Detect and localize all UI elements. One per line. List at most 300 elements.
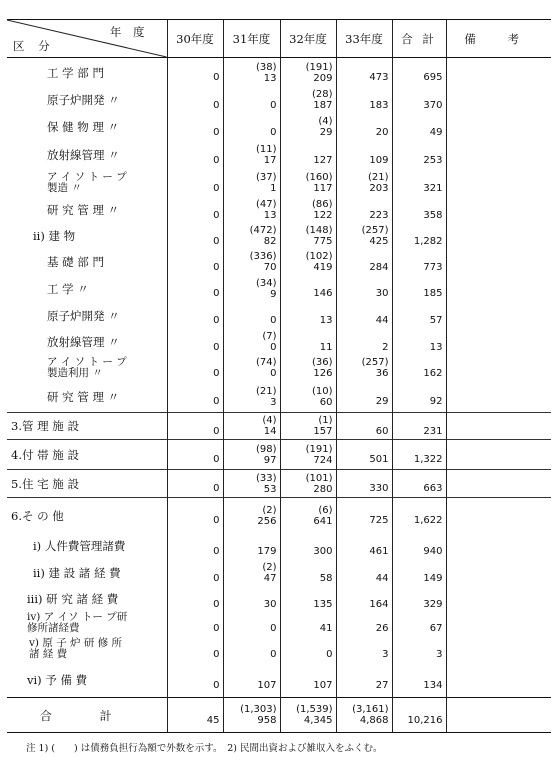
- total-label-text: 合 計: [39, 708, 134, 723]
- obligation-value: (6): [318, 504, 333, 516]
- cell-y30: [167, 329, 223, 355]
- cell-y31: [223, 58, 280, 88]
- cell-total: [392, 559, 446, 587]
- col-header-remarks: 備 考: [446, 20, 551, 58]
- row-label: [7, 355, 167, 381]
- cell-y32: [280, 249, 336, 275]
- table-row: [7, 275, 551, 302]
- cell-total: [392, 141, 446, 169]
- cell-y33: [336, 329, 392, 355]
- amount-value: 0: [213, 126, 220, 138]
- obligation-value: (1): [318, 415, 333, 426]
- amount-value: 0: [213, 288, 220, 299]
- cell-y33: [336, 355, 392, 381]
- year-header-label: 年 度: [109, 25, 149, 39]
- row-label: [7, 223, 167, 249]
- cell-y30: [167, 611, 223, 635]
- cell-y32: [280, 559, 336, 587]
- amount-value: 203: [369, 183, 389, 194]
- row-label-line: 製造利用 〃: [47, 367, 103, 379]
- cell-y33: [336, 559, 392, 587]
- amount-value: 185: [423, 288, 443, 299]
- cell-y30: [167, 275, 223, 302]
- table-row: [7, 559, 551, 587]
- row-label: [7, 440, 167, 470]
- amount-value: 9: [270, 288, 277, 300]
- row-label-line: 原子炉開発 〃: [47, 93, 120, 107]
- table-row: [7, 249, 551, 275]
- row-label: [7, 533, 167, 559]
- amount-value: 92: [429, 396, 443, 407]
- cell-remarks: [446, 470, 551, 498]
- amount-value: 0: [213, 679, 220, 691]
- amount-value: 0: [213, 182, 220, 194]
- amount-value: 419: [313, 262, 333, 273]
- cell-remarks: [446, 413, 551, 440]
- cell-y31: [223, 381, 280, 413]
- cell-y30: [167, 587, 223, 611]
- amount-value: 82: [263, 236, 277, 247]
- row-label-line: 放射線管理 〃: [47, 335, 120, 349]
- cell-remarks: [446, 302, 551, 329]
- obligation-value: (148): [305, 225, 333, 236]
- amount-value: 30: [375, 288, 389, 299]
- row-label-line: 保 健 物 理 〃: [47, 120, 120, 134]
- row-label-line: 放射線管理 〃: [47, 148, 120, 162]
- amount-value: 0: [213, 367, 220, 379]
- amount-value: 49: [429, 126, 443, 138]
- table-row: [7, 611, 551, 635]
- table-row: [7, 663, 551, 698]
- amount-value: 4,868: [359, 715, 389, 726]
- amount-value: 149: [423, 572, 443, 584]
- amount-value: 641: [313, 515, 333, 527]
- cell-total: [392, 381, 446, 413]
- amount-value: 0: [270, 99, 277, 111]
- obligation-value: (36): [311, 357, 333, 368]
- obligation-value: (21): [255, 385, 277, 397]
- header-diagonal-cell: [7, 20, 167, 58]
- cell-y32: [280, 587, 336, 611]
- amount-value: 358: [423, 209, 443, 221]
- amount-value: 162: [423, 367, 443, 379]
- obligation-value: (4): [318, 116, 333, 127]
- amount-value: 0: [270, 622, 277, 634]
- obligation-value: (2): [262, 562, 277, 573]
- cell-y31: [223, 498, 280, 534]
- cell-total: [392, 58, 446, 88]
- amount-value: 0: [270, 648, 277, 660]
- amount-value: 20: [375, 126, 389, 138]
- amount-value: 30: [263, 598, 277, 610]
- obligation-value: (1,539): [296, 704, 333, 715]
- amount-value: 45: [206, 714, 220, 726]
- amount-value: 179: [257, 545, 277, 557]
- amount-value: 0: [213, 315, 220, 326]
- cell-y32: [280, 197, 336, 223]
- table-row: [7, 113, 551, 141]
- amount-value: 3: [382, 648, 389, 660]
- row-label: [7, 302, 167, 329]
- obligation-value: (102): [305, 251, 333, 262]
- cell-y31: [223, 249, 280, 275]
- amount-value: 0: [213, 425, 220, 437]
- row-label: [7, 58, 167, 88]
- amount-value: 0: [213, 454, 220, 465]
- obligation-value: (4): [262, 415, 277, 426]
- cell-y33: [336, 249, 392, 275]
- amount-value: 13: [263, 72, 277, 84]
- obligation-value: (11): [255, 144, 277, 155]
- row-label-line: v) 原 子 炉 研 修 所: [29, 637, 123, 649]
- amount-value: 209: [313, 72, 333, 84]
- amount-value: 13: [319, 315, 333, 326]
- amount-value: 47: [263, 573, 277, 584]
- row-label: [7, 635, 167, 663]
- cell-y32: [280, 498, 336, 534]
- amount-value: 724: [313, 454, 333, 466]
- amount-value: 1,322: [413, 454, 443, 465]
- cell-total: [392, 113, 446, 141]
- amount-value: 107: [313, 679, 333, 691]
- cell-y33: [336, 87, 392, 113]
- cell-remarks: [446, 223, 551, 249]
- amount-value: 183: [369, 99, 389, 111]
- cell-remarks: [446, 533, 551, 559]
- amount-value: 0: [213, 483, 220, 494]
- cell-total: [392, 635, 446, 663]
- cell-y33: [336, 470, 392, 498]
- amount-value: 17: [263, 155, 277, 166]
- obligation-value: (37): [255, 172, 277, 183]
- amount-value: 107: [257, 679, 277, 691]
- row-label: [7, 169, 167, 197]
- obligation-value: (472): [249, 225, 277, 236]
- obligation-value: (3,161): [352, 704, 389, 715]
- row-label-line: 工 学 部 門: [47, 65, 104, 80]
- amount-value: 13: [429, 341, 443, 353]
- amount-value: 958: [257, 715, 277, 726]
- amount-value: 284: [369, 261, 389, 273]
- obligation-value: (98): [255, 443, 277, 455]
- cell-total: [392, 87, 446, 113]
- cell-y33: [336, 302, 392, 329]
- row-label: [7, 413, 167, 440]
- row-label-line: 修所諸経費: [27, 622, 80, 634]
- cell-y31: [223, 663, 280, 698]
- row-label: [7, 141, 167, 169]
- amount-value: 0: [213, 209, 220, 221]
- amount-value: 29: [319, 127, 333, 138]
- footnote: 注 1) ( ) は債務負担行為額で外数を示す。 2) 民間出資および雑収入をふくむ。: [26, 743, 383, 754]
- amount-value: 775: [313, 236, 333, 247]
- obligation-value: (336): [249, 251, 277, 262]
- table-row: [7, 197, 551, 223]
- cell-remarks: [446, 498, 551, 534]
- cell-y33: [336, 498, 392, 534]
- row-label-line: iii) 研 究 諸 経 費: [27, 592, 119, 606]
- row-label-line: 6.そ の 他: [11, 508, 64, 523]
- obligation-value: (1,303): [240, 704, 277, 715]
- cell-y32: [280, 58, 336, 88]
- cell-y33: [336, 587, 392, 611]
- amount-value: 27: [375, 679, 389, 691]
- amount-value: 0: [270, 368, 277, 379]
- cell-y31: [223, 87, 280, 113]
- row-label-line: ii) 建 設 諸 経 費: [33, 566, 121, 580]
- table-row: [7, 533, 551, 559]
- cell-y30: [167, 355, 223, 381]
- cell-y31: [223, 302, 280, 329]
- obligation-value: (7): [262, 331, 277, 342]
- row-label-line: iv) ア イソ トー プ研: [27, 611, 128, 623]
- amount-value: 0: [213, 235, 220, 247]
- amount-value: 97: [263, 454, 277, 466]
- cell-y30: [167, 635, 223, 663]
- total-row: [7, 698, 551, 733]
- row-label: [7, 381, 167, 413]
- cell-y30: [167, 533, 223, 559]
- obligation-value: (47): [255, 199, 277, 210]
- cell-y30: [167, 698, 223, 733]
- amount-value: 126: [313, 368, 333, 379]
- amount-value: 0: [213, 261, 220, 273]
- cell-total: [392, 223, 446, 249]
- table-row: [7, 169, 551, 197]
- cell-y32: [280, 169, 336, 197]
- obligation-value: (191): [305, 61, 333, 73]
- cell-y30: [167, 58, 223, 88]
- amount-value: 67: [429, 622, 443, 634]
- amount-value: 0: [213, 396, 220, 407]
- row-label-line: 4.付 帯 施 設: [11, 447, 79, 462]
- obligation-value: (101): [305, 472, 333, 484]
- col-header-32: 32年度: [280, 20, 336, 58]
- amount-value: 695: [423, 72, 443, 83]
- cell-total: [392, 698, 446, 733]
- row-label-line: 基 礎 部 門: [47, 255, 104, 269]
- cell-y32: [280, 698, 336, 733]
- amount-value: 0: [270, 126, 277, 138]
- row-label: [7, 275, 167, 302]
- amount-value: 53: [263, 483, 277, 495]
- cell-remarks: [446, 663, 551, 698]
- cell-y32: [280, 663, 336, 698]
- amount-value: 44: [375, 315, 389, 326]
- cell-total: [392, 302, 446, 329]
- cell-y33: [336, 440, 392, 470]
- cell-y33: [336, 169, 392, 197]
- amount-value: 0: [213, 648, 220, 660]
- row-label-line: 3.管 理 施 設: [11, 419, 79, 433]
- cell-y33: [336, 197, 392, 223]
- amount-value: 461: [369, 545, 389, 557]
- amount-value: 300: [313, 545, 333, 557]
- cell-remarks: [446, 381, 551, 413]
- cell-y32: [280, 223, 336, 249]
- amount-value: 0: [326, 648, 333, 660]
- amount-value: 2: [382, 341, 389, 353]
- table-row: [7, 355, 551, 381]
- total-label: [7, 698, 167, 733]
- cell-remarks: [446, 559, 551, 587]
- amount-value: 0: [213, 572, 220, 584]
- cell-remarks: [446, 169, 551, 197]
- cell-y31: [223, 169, 280, 197]
- cell-y31: [223, 197, 280, 223]
- amount-value: 330: [369, 483, 389, 494]
- amount-value: 58: [319, 572, 333, 584]
- cell-y32: [280, 413, 336, 440]
- cell-total: [392, 470, 446, 498]
- amount-value: 13: [263, 210, 277, 221]
- cell-y32: [280, 381, 336, 413]
- cell-remarks: [446, 635, 551, 663]
- amount-value: 0: [213, 622, 220, 634]
- row-label: [7, 498, 167, 534]
- cell-y33: [336, 223, 392, 249]
- amount-value: 146: [313, 288, 333, 299]
- col-header-total: 合 計: [392, 20, 446, 58]
- row-label: [7, 559, 167, 587]
- cell-total: [392, 533, 446, 559]
- cell-y30: [167, 663, 223, 698]
- amount-value: 29: [375, 396, 389, 407]
- amount-value: 280: [313, 483, 333, 495]
- cell-y33: [336, 611, 392, 635]
- cell-remarks: [446, 141, 551, 169]
- cell-y31: [223, 440, 280, 470]
- category-header-label: 区 分: [13, 39, 55, 53]
- amount-value: 231: [423, 425, 443, 437]
- cell-total: [392, 169, 446, 197]
- obligation-value: (257): [361, 225, 389, 236]
- cell-y30: [167, 223, 223, 249]
- cell-remarks: [446, 113, 551, 141]
- col-header-31: 31年度: [223, 20, 280, 58]
- cell-total: [392, 440, 446, 470]
- cell-remarks: [446, 355, 551, 381]
- row-label-line: 5.住 宅 施 設: [11, 476, 79, 491]
- amount-value: 10,216: [407, 714, 443, 726]
- cell-y32: [280, 87, 336, 113]
- cell-remarks: [446, 249, 551, 275]
- cell-remarks: [446, 197, 551, 223]
- amount-value: 725: [369, 515, 389, 526]
- cell-y32: [280, 302, 336, 329]
- cell-y31: [223, 141, 280, 169]
- row-label-line: 製造 〃: [47, 182, 82, 194]
- amount-value: 0: [213, 154, 220, 166]
- cell-y31: [223, 223, 280, 249]
- amount-value: 157: [313, 426, 333, 437]
- amount-value: 44: [375, 572, 389, 584]
- table-row: [7, 635, 551, 663]
- cell-remarks: [446, 275, 551, 302]
- row-label-line: ア イ ソ ト ー プ: [47, 171, 127, 183]
- obligation-value: (28): [311, 89, 333, 100]
- cell-y30: [167, 440, 223, 470]
- obligation-value: (34): [255, 277, 277, 289]
- amount-value: 109: [369, 154, 389, 166]
- cell-y31: [223, 470, 280, 498]
- cell-remarks: [446, 58, 551, 88]
- cell-y30: [167, 197, 223, 223]
- row-label-line: ア イ ソ ト ー プ: [47, 356, 127, 368]
- amount-value: 501: [369, 454, 389, 465]
- cell-total: [392, 413, 446, 440]
- row-label-line: 原子炉開発 〃: [47, 308, 120, 323]
- cell-total: [392, 663, 446, 698]
- cell-y31: [223, 413, 280, 440]
- cell-remarks: [446, 698, 551, 733]
- cell-y30: [167, 413, 223, 440]
- amount-value: 117: [313, 183, 333, 194]
- cell-y32: [280, 440, 336, 470]
- cell-total: [392, 249, 446, 275]
- amount-value: 1,622: [413, 515, 443, 526]
- cell-y33: [336, 275, 392, 302]
- amount-value: 122: [313, 210, 333, 221]
- amount-value: 3: [436, 648, 443, 660]
- table-row: [7, 141, 551, 169]
- row-label: [7, 249, 167, 275]
- amount-value: 0: [213, 99, 220, 111]
- cell-remarks: [446, 329, 551, 355]
- col-header-30: 30年度: [167, 20, 223, 58]
- amount-value: 0: [270, 342, 277, 353]
- table-row: [7, 302, 551, 329]
- amount-value: 1: [270, 183, 277, 194]
- cell-total: [392, 329, 446, 355]
- obligation-value: (191): [305, 443, 333, 455]
- cell-y32: [280, 355, 336, 381]
- table-row: [7, 587, 551, 611]
- amount-value: 321: [423, 182, 443, 194]
- cell-y30: [167, 302, 223, 329]
- amount-value: 3: [270, 396, 277, 408]
- cell-y30: [167, 381, 223, 413]
- cell-y33: [336, 635, 392, 663]
- amount-value: 134: [423, 679, 443, 691]
- amount-value: 0: [213, 72, 220, 83]
- col-header-33: 33年度: [336, 20, 392, 58]
- row-label-line: i) 人件費管理諸費: [33, 539, 126, 553]
- cell-total: [392, 587, 446, 611]
- cell-remarks: [446, 440, 551, 470]
- cell-y30: [167, 113, 223, 141]
- cell-y31: [223, 611, 280, 635]
- amount-value: 57: [429, 315, 443, 326]
- row-label: [7, 663, 167, 698]
- obligation-value: (38): [255, 61, 277, 73]
- amount-value: 370: [423, 99, 443, 111]
- amount-value: 0: [270, 315, 277, 326]
- cell-y30: [167, 141, 223, 169]
- row-label: [7, 113, 167, 141]
- row-label-line: 工 学 〃: [47, 281, 89, 296]
- amount-value: 940: [423, 545, 443, 557]
- cell-y30: [167, 87, 223, 113]
- cell-total: [392, 275, 446, 302]
- table-row: [7, 381, 551, 413]
- amount-value: 187: [313, 100, 333, 111]
- cell-y32: [280, 470, 336, 498]
- amount-value: 0: [213, 598, 220, 610]
- row-label: [7, 587, 167, 611]
- cell-y31: [223, 113, 280, 141]
- cell-y31: [223, 698, 280, 733]
